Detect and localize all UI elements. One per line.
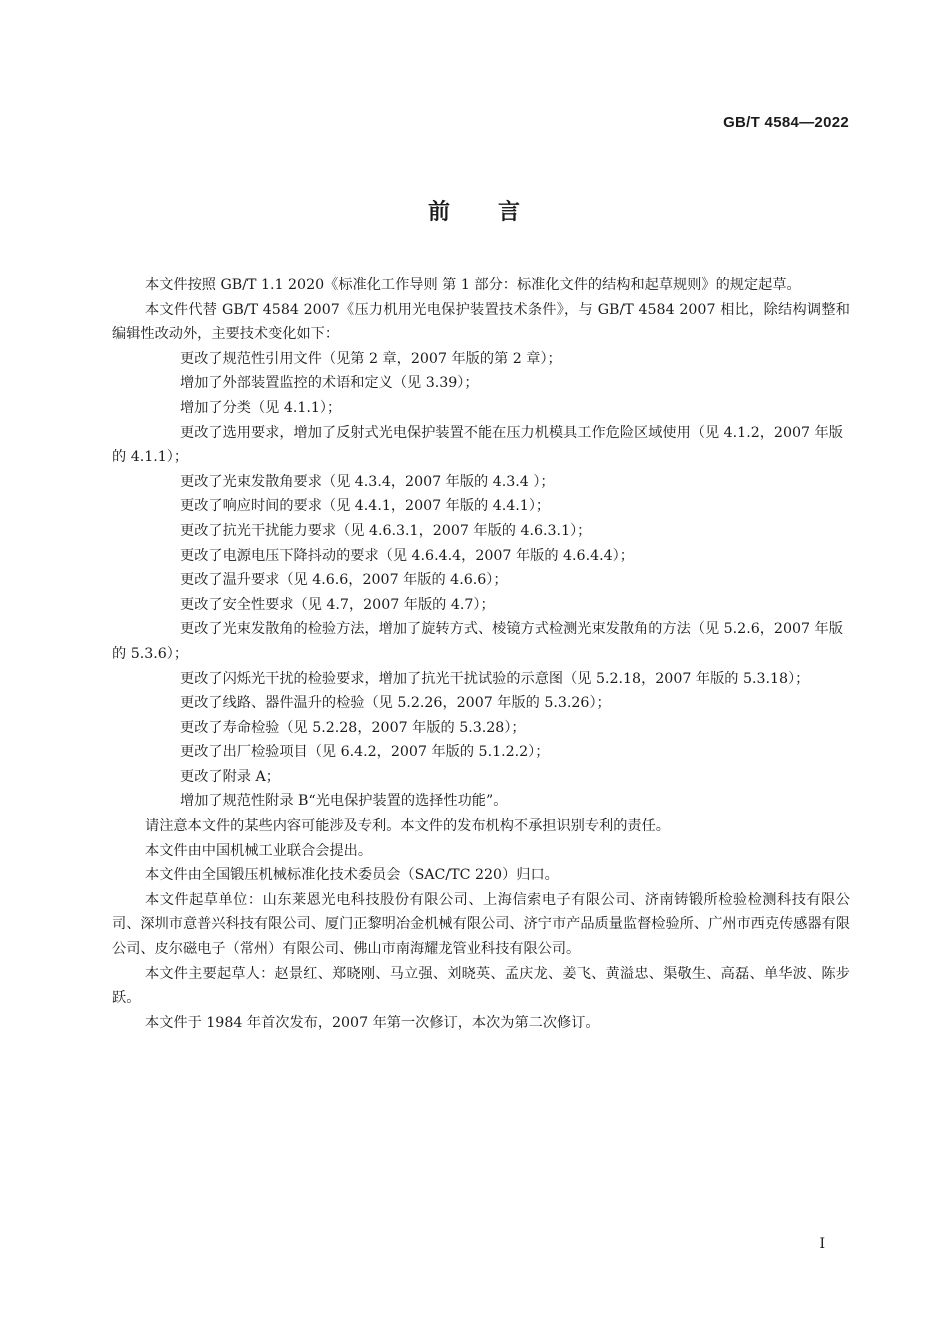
list-item: 增加了规范性附录 B“光电保护装置的选择性功能”。 bbox=[180, 793, 508, 810]
list-item: 更改了闪烁光干扰的检验要求，增加了抗光干扰试验的示意图（见 5.2.18，2007 年版的 5.3.18）； bbox=[180, 670, 810, 687]
list-item: 增加了分类（见 4.1.1）； bbox=[180, 399, 342, 416]
list-item: 更改了选用要求，增加了反射式光电保护装置不能在压力机模具工作危险区域使用（见 4.1.2，2007 年版的 4.1.1）； bbox=[112, 424, 843, 466]
changes-list bbox=[112, 347, 850, 814]
list-item: 更改了响应时间的要求（见 4.4.1，2007 年版的 4.4.1）； bbox=[180, 498, 551, 515]
foreword-body bbox=[112, 273, 850, 1035]
list-item: 更改了温升要求（见 4.6.6，2007 年版的 4.6.6）； bbox=[180, 572, 508, 589]
list-item: 更改了寿命检验（见 5.2.28，2007 年版的 5.3.28）； bbox=[180, 719, 526, 736]
list-item: 更改了抗光干扰能力要求（见 4.6.3.1，2007 年版的 4.6.3.1）； bbox=[180, 522, 592, 539]
proposer-paragraph: 本文件由中国机械工业联合会提出。 bbox=[145, 842, 373, 859]
list-item: 更改了光束发散角要求（见 4.3.4，2007 年版的 4.3.4 ）； bbox=[180, 473, 555, 490]
drafting-rule-paragraph: 本文件按照 GB/T 1.1 2020《标准化工作导则 第 1 部分：标准化文件的结构和起草规则》的规定起草。 bbox=[145, 277, 801, 293]
list-item: 更改了光束发散角的检验方法，增加了旋转方式、棱镜方式检测光束发散角的方法（见 5.2.6，2007 年版的 5.3.6）； bbox=[112, 621, 843, 662]
standard-number: GB/T 4584—2022 bbox=[723, 114, 849, 131]
history-paragraph: 本文件于 1984 年首次发布，2007 年第一次修订，本次为第二次修订。 bbox=[145, 1014, 600, 1031]
list-item: 更改了出厂检验项目（见 6.4.2，2007 年版的 5.1.2.2）； bbox=[180, 744, 550, 761]
list-item: 更改了规范性引用文件（见第 2 章，2007 年版的第 2 章）； bbox=[180, 350, 562, 367]
drafters-paragraph: 本文件主要起草人：赵景红、郑晓刚、马立强、刘晓英、孟庆龙、姜飞、黄溢忠、渠敬生、高磊、单华波、陈步跃。 bbox=[112, 965, 850, 1007]
page-number: I bbox=[819, 1236, 825, 1252]
page-title bbox=[0, 195, 950, 226]
title-char-left: 前 bbox=[427, 200, 452, 225]
committee-paragraph: 本文件由全国锻压机械标准化技术委员会（SAC/TC 220）归口。 bbox=[145, 867, 559, 884]
title-char-right: 言 bbox=[498, 200, 523, 225]
patent-notice: 请注意本文件的某些内容可能涉及专利。本文件的发布机构不承担识别专利的责任。 bbox=[145, 818, 670, 835]
list-item: 更改了电源电压下降抖动的要求（见 4.6.4.4，2007 年版的 4.6.4.4）； bbox=[180, 547, 634, 564]
list-item: 增加了外部装置监控的术语和定义（见 3.39）； bbox=[180, 375, 479, 392]
list-item: 更改了线路、器件温升的检验（见 5.2.26，2007 年版的 5.3.26）； bbox=[180, 695, 611, 712]
drafting-units-paragraph: 本文件起草单位：山东莱恩光电科技股份有限公司、上海信索电子有限公司、济南铸锻所检验检测科技有限公司、深圳市意普兴科技有限公司、厦门正黎明冶金机械有限公司、济宁市产品质量监督检验所、广州市西克传感器有限公司、皮尔磁电子（常州）有限公司、佛山市南海耀龙管业科技有限公司。 bbox=[112, 891, 850, 958]
replacement-paragraph: 本文件代替 GB/T 4584 2007《压力机用光电保护装置技术条件》，与 GB/T 4584 2007 相比，除结构调整和编辑性改动外，主要技术变化如下： bbox=[112, 301, 850, 343]
list-item: 更改了安全性要求（见 4.7，2007 年版的 4.7）； bbox=[180, 596, 495, 613]
list-item: 更改了附录 A； bbox=[180, 768, 280, 785]
